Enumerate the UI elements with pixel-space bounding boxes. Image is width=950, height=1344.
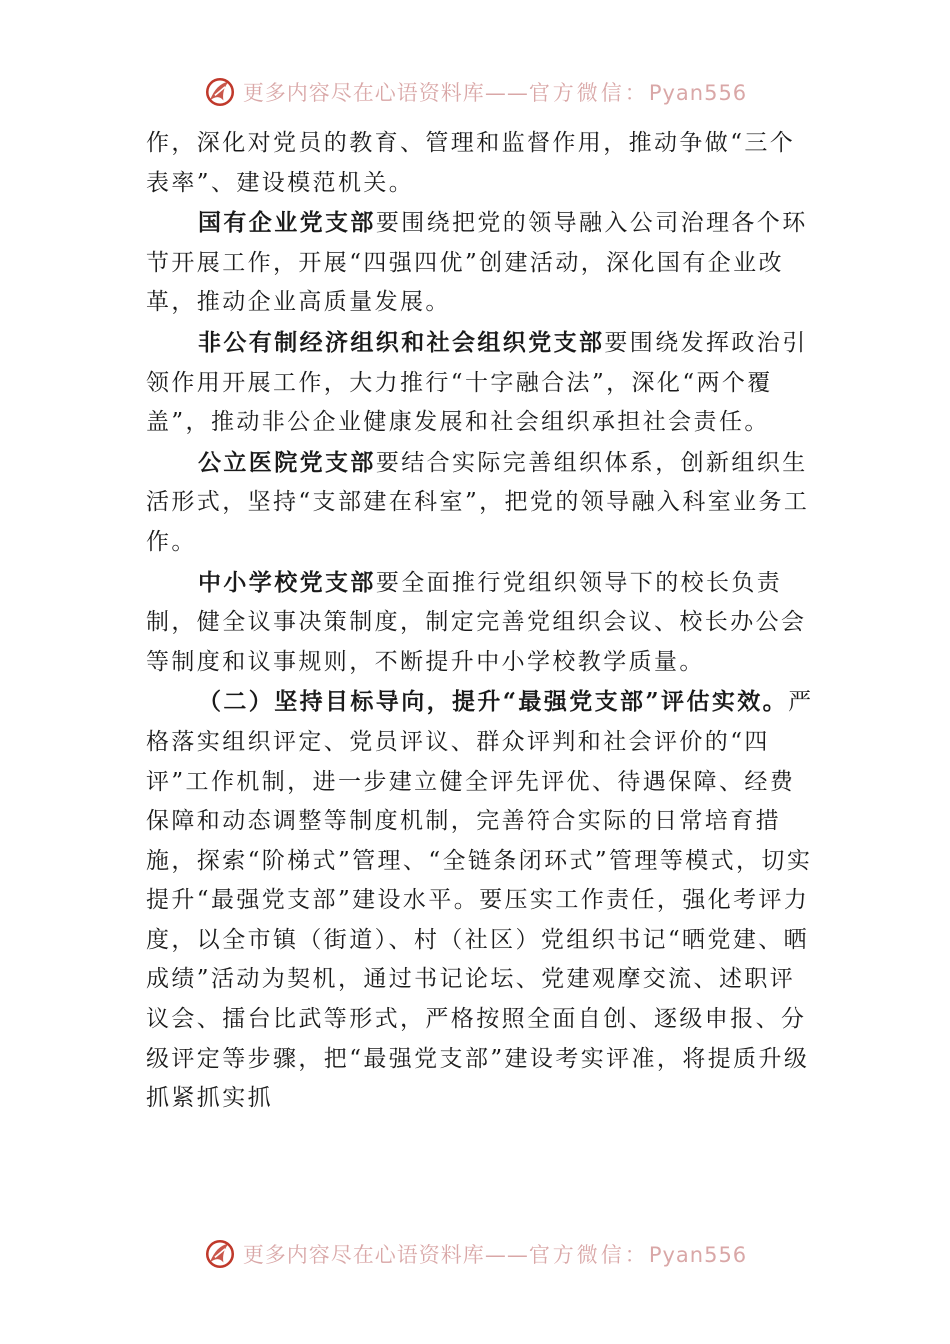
paragraph: （二）坚持目标导向，提升“最强党支部”评估实效。严格落实组织评定、党员评议、群众评判和社会评价的“四评”工作机制，进一步建立健全评先评优、待遇保障、经费保障和动态调整等制度机制，完善符合实际的日常培育措施，探索“阶梯式”管理、“全链条闭环式”管理等模式，切实提升“最强党支部”建设水平。要压实工作责任，强化考评力度，以全市镇（街道）、村（社区）党组织书记“晒党建、晒成绩”活动为契机，通过书记论坛、党建观摩交流、述职评议会、擂台比武等形式，严格按照全面自创、逐级申报、分级评定等步骤，把“最强党支部”建设考实评准，将提质升级抓紧抓实抓 — [146, 688, 814, 1112]
paragraph: 公立医院党支部要结合实际完善组织体系，创新组织生活形式，坚持“支部建在科室”，把党的领导融入科室业务工作。 — [146, 448, 810, 555]
paragraph-lead: 公立医院党支部 — [198, 448, 376, 476]
paragraph: 非公有制经济组织和社会组织党支部要围绕发挥政治引领作用开展工作，大力推行“十字融合法”，深化“两个覆盖”，推动非公企业健康发展和社会组织承担社会责任。 — [146, 328, 808, 436]
paragraph: 作，深化对党员的教育、管理和监督作用，推动争做“三个表率”、建设模范机关。 — [146, 130, 796, 196]
paragraph-lead: 国有企业党支部 — [198, 209, 376, 237]
paragraph-lead: 非公有制经济组织和社会组织党支部 — [198, 328, 605, 356]
section-heading: （二）坚持目标导向，提升“最强党支部”评估实效。 — [198, 688, 789, 716]
brand-logo-icon — [203, 1237, 237, 1271]
paragraph-lead: 中小学校党支部 — [198, 568, 376, 596]
header-watermark — [0, 72, 950, 112]
footer-watermark — [0, 1234, 950, 1274]
watermark-text: 更多内容尽在心语资料库——官方微信：Pyan556 — [242, 81, 748, 105]
paragraph: 国有企业党支部要围绕把党的领导融入公司治理各个环节开展工作，开展“四强四优”创建活动，深化国有企业改革，推动企业高质量发展。 — [146, 209, 808, 316]
paragraph: 中小学校党支部要全面推行党组织领导下的校长负责制，健全议事决策制度，制定完善党组织会议、校长办公会等制度和议事规则，不断提升中小学校教学质量。 — [146, 568, 807, 675]
document-body — [146, 124, 816, 1119]
watermark-text: 更多内容尽在心语资料库——官方微信：Pyan556 — [242, 1243, 748, 1267]
brand-logo-icon — [203, 75, 237, 109]
